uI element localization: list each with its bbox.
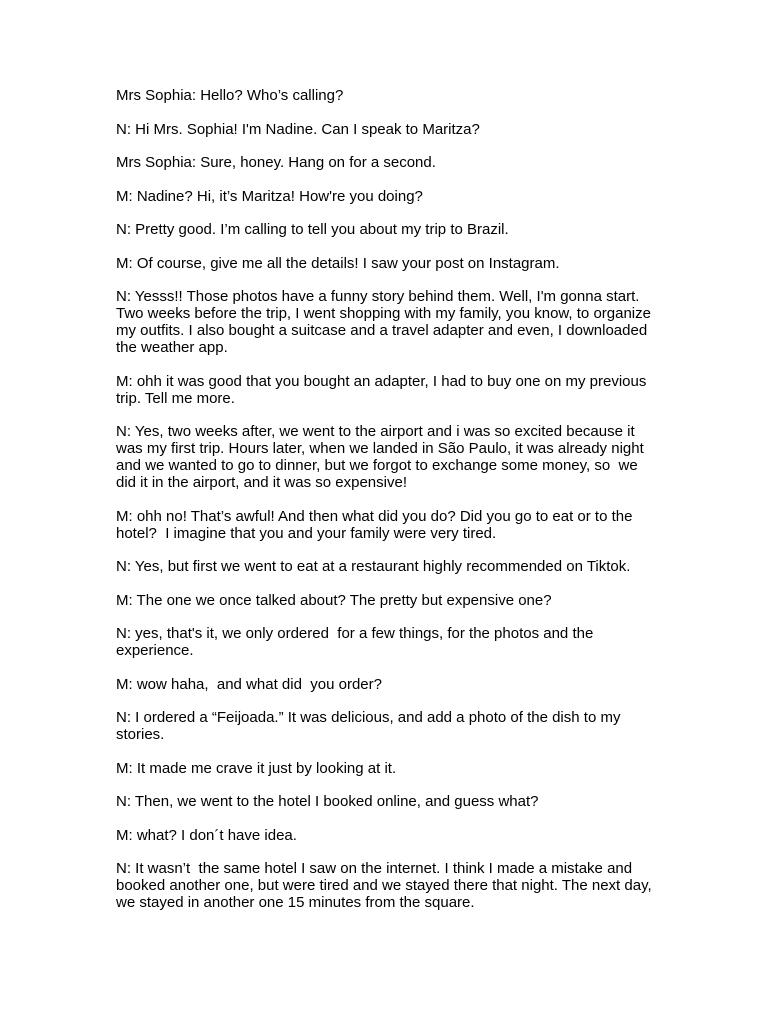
dialogue-line: N: Yes, two weeks after, we went to the airport and i was so excited because it was my first trip. Hours later, when we landed in São Paulo, it was already night and we wanted to go to dinner, but we forgot to exchange some money, so we did it in the airport, and it was so expensive! (116, 423, 648, 491)
dialogue-line: M: wow haha, and what did you order? (116, 675, 382, 693)
dialogue-line: N: Yes, but first we went to eat at a restaurant highly recommended on Tiktok. (116, 558, 631, 575)
dialogue-line: M: Of course, give me all the details! I saw your post on Instagram. (116, 254, 560, 272)
dialogue-line: M: ohh it was good that you bought an adapter, I had to buy one on my previous trip. Tell me more. (116, 372, 651, 407)
dialogue-line: N: Hi Mrs. Sophia! I'm Nadine. Can I speak to Maritza? (116, 120, 480, 138)
dialogue-line: M: what? I don´t have idea. (116, 826, 297, 844)
dialogue-line: M: Nadine? Hi, it’s Maritza! How're you doing? (116, 187, 423, 205)
dialogue-line: Mrs Sophia: Sure, honey. Hang on for a second. (116, 154, 436, 171)
dialogue-line: Mrs Sophia: Hello? Who’s calling? (116, 87, 344, 104)
dialogue-line: N: Then, we went to the hotel I booked online, and guess what? (116, 793, 539, 810)
dialogue-line: N: It wasn’t the same hotel I saw on the internet. I think I made a mistake and booked another one, but were tired and we stayed there that night. The next day, we stayed in another one 15 minutes from the square. (116, 860, 656, 911)
dialogue-line: M: ohh no! That’s awful! And then what did you do? Did you go to eat or to the hotel? I imagine that you and your family were very tired. (116, 507, 637, 542)
document-page (116, 87, 656, 928)
dialogue-line: M: It made me crave it just by looking at it. (116, 759, 397, 777)
dialogue-line: N: Yesss!! Those photos have a funny story behind them. Well, I'm gonna start. Two weeks before the trip, I went shopping with my family, you know, to organize my outfits. I also bought a suitcase and a travel adapter and even, I downloaded the weather app. (116, 288, 656, 356)
dialogue-line: N: yes, that's it, we only ordered for a few things, for the photos and the experience. (116, 625, 598, 659)
dialogue-line: M: The one we once talked about? The pretty but expensive one? (116, 591, 552, 609)
dialogue-line: N: Pretty good. I’m calling to tell you about my trip to Brazil. (116, 221, 509, 238)
dialogue-line: N: I ordered a “Feijoada.” It was delicious, and add a photo of the dish to my stories. (116, 709, 625, 743)
